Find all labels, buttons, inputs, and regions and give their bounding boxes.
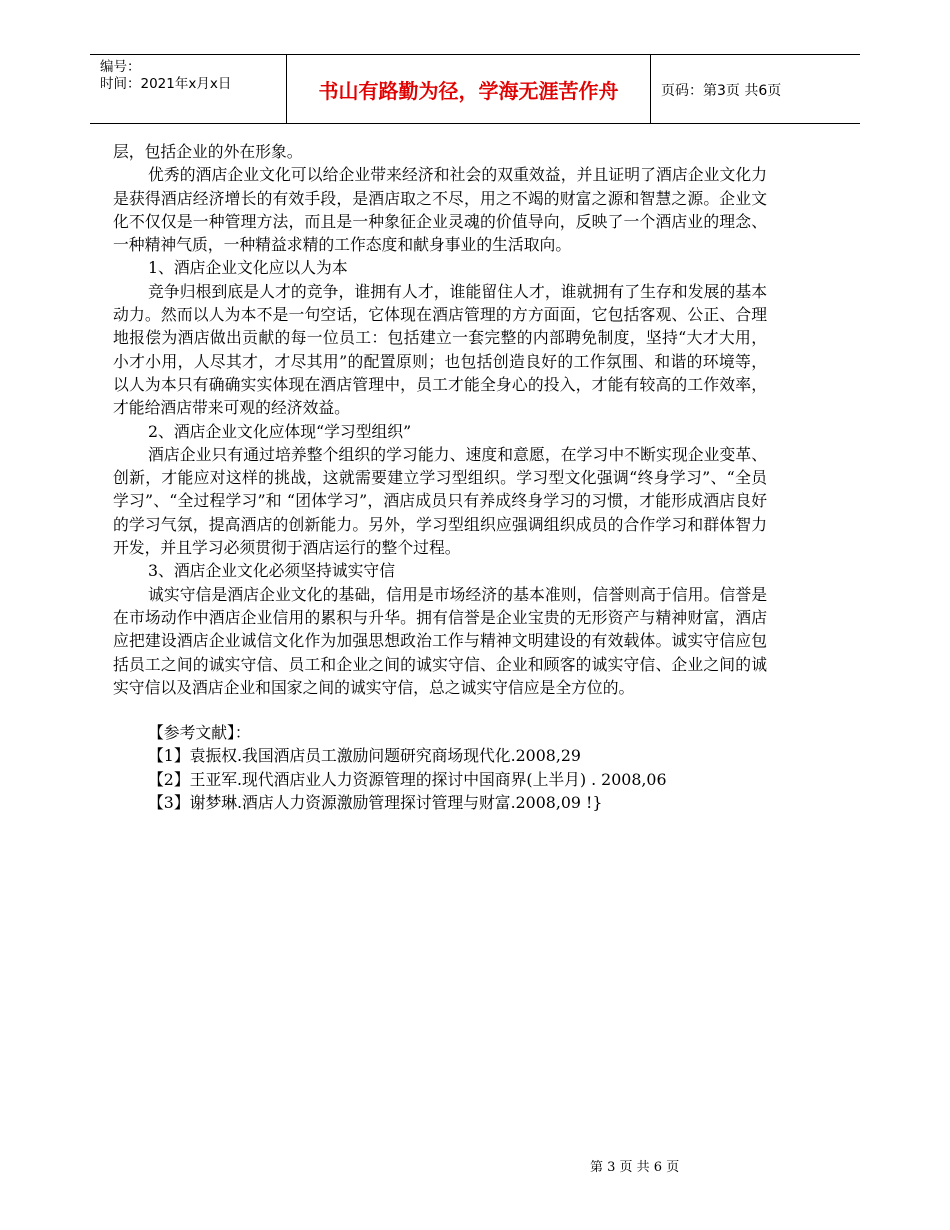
header-motto: 书山有路勤为径，学海无涯苦作舟 [318, 78, 619, 103]
references-title: 【参考文献】： [148, 723, 251, 743]
paragraph: 竞争归根到底是人才的竞争，谁拥有人才，谁能留住人才，谁就拥有了生存和发展的基本动力。然而以人为本不是一句空话，它体现在酒店管理的方方面面，它包括客观、公正、合理地报偿为酒店做出贡献的每一位员工：包括建立一套完整的内部聘免制度，坚持“大才大用，小才小用，人尽其才，才尽其用”的配置原则；也包括创造良好的工作氛围、和谐的环境等，以人为本只有确确实实体现在酒店管理中，员工才能全身心的投入，才能有较高的工作效率，才能给酒店带来可观的经济效益。 [113, 281, 767, 418]
date-label: 时间：2021年x月x日 [100, 76, 232, 92]
header-meta [100, 59, 292, 93]
header-page-number: 页码：第3页 共6页 [661, 83, 782, 99]
paragraph: 优秀的酒店企业文化可以给企业带来经济和社会的双重效益，并且证明了酒店企业文化力是获得酒店经济增长的有效手段，是酒店取之不尽，用之不竭的财富之源和智慧之源。企业文化不仅仅是一种管理方法，而且是一种象征企业灵魂的价值导向，反映了一个酒店业的理念、一种精神气质，一种精益求精的工作态度和献身事业的生活取向。 [113, 165, 767, 255]
page-footer: 第 3 页 共 6 页 [590, 1160, 680, 1175]
section-heading: 2、酒店企业文化应体现“学习型组织” [148, 421, 412, 441]
reference-item: 【1】袁振权.我国酒店员工激励问题研究商场现代化.2008,29 [148, 746, 581, 766]
page-header [90, 54, 860, 124]
references-section [113, 721, 767, 814]
section-heading: 3、酒店企业文化必须坚持诚实守信 [148, 561, 396, 581]
reference-item: 【3】谢梦琳.酒店人力资源激励管理探讨管理与财富.2008,09 !} [148, 793, 603, 813]
header-divider [650, 55, 651, 123]
document-body [113, 140, 767, 814]
reference-item: 【2】王亚军.现代酒店业人力资源管理的探讨中国商界(上半月) . 2008,06 [148, 769, 667, 789]
section-heading: 1、酒店企业文化应以人为本 [148, 258, 348, 278]
paragraph: 酒店企业只有通过培养整个组织的学习能力、速度和意愿，在学习中不断实现企业变革、创新，才能应对这样的挑战，这就需要建立学习型组织。学习型文化强调“终身学习”、“全员学习”、“全过程学习”和 “团体学习”，酒店成员只有养成终身学习的习惯，才能形成酒店良好的学习气氛，提高酒店的创新能力。另外，学习型组织应强调组织成员的合作学习和群体智力开发，并且学习必须贯彻于酒店运行的整个过程。 [113, 444, 767, 558]
paragraph: 诚实守信是酒店企业文化的基础，信用是市场经济的基本准则，信誉则高于信用。信誉是在市场动作中酒店企业信用的累积与升华。拥有信誉是企业宝贵的无形资产与精神财富，酒店应把建设酒店企业诚信文化作为加强思想政治工作与精神文明建设的有效载体。诚实守信应包括员工之间的诚实守信、员工和企业之间的诚实守信、企业和顾客的诚实守信、企业之间的诚实守信以及酒店企业和国家之间的诚实守信，总之诚实守信应是全方位的。 [113, 584, 767, 697]
doc-number-label: 编号： [100, 59, 141, 75]
paragraph: 层，包括企业的外在形象。 [113, 142, 303, 161]
